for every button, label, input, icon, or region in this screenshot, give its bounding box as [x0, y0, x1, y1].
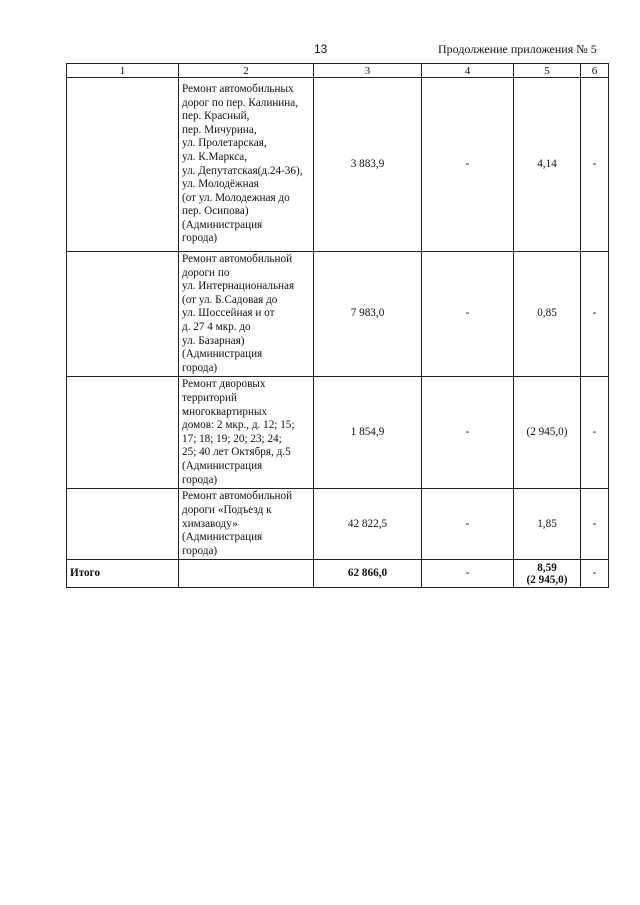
- cell-col1: [67, 252, 179, 377]
- column-header: 4: [422, 64, 514, 78]
- description-line: (Администрация: [182, 531, 263, 544]
- cell-col4: -: [422, 78, 514, 252]
- cell-col3: 3 883,9: [314, 78, 422, 252]
- table-row: [67, 489, 609, 560]
- description-line: Ремонт автомобильных: [182, 82, 294, 95]
- cell-description: [179, 78, 314, 252]
- total-col5-line: 8,59: [537, 561, 557, 574]
- cell-col6: -: [581, 377, 609, 489]
- description-line: ул. Пролетарская,: [182, 137, 267, 150]
- cell-col6: -: [581, 489, 609, 560]
- description-line: (от ул. Б.Садовая до: [182, 293, 278, 306]
- description-line: ул. Базарная): [182, 334, 245, 347]
- cell-col4: -: [422, 489, 514, 560]
- cell-col3: 1 854,9: [314, 377, 422, 489]
- description-line: дороги по: [182, 266, 230, 279]
- column-header: 1: [67, 64, 179, 78]
- table-row: [67, 78, 609, 252]
- column-header: 3: [314, 64, 422, 78]
- cell-description: [179, 489, 314, 560]
- description-line: (Администрация: [182, 348, 263, 361]
- total-col4: -: [422, 560, 514, 588]
- cell-col6: -: [581, 78, 609, 252]
- description-line: пер. Осипова): [182, 205, 249, 218]
- cell-col1: [67, 78, 179, 252]
- cell-col5: 0,85: [514, 252, 581, 377]
- description-line: пер. Мичурина,: [182, 123, 257, 136]
- table-header-row: [67, 64, 609, 78]
- description-line: Ремонт автомобильной: [182, 253, 293, 265]
- description-line: химзаводу»: [182, 517, 238, 530]
- total-col6: -: [581, 560, 609, 588]
- total-col5: [514, 560, 581, 588]
- cell-col5: 4,14: [514, 78, 581, 252]
- description-line: (от ул. Молодежная до: [182, 191, 290, 204]
- cell-col5: (2 945,0): [514, 377, 581, 489]
- description-line: ул. Шоссейная и от: [182, 307, 275, 320]
- description-line: ул. Депутатская(д.24-36),: [182, 164, 303, 177]
- description-line: (Администрация: [182, 460, 263, 473]
- budget-table: [66, 63, 609, 588]
- column-header: 2: [179, 64, 314, 78]
- total-col5-line: (2 945,0): [526, 573, 568, 586]
- description-line: 17; 18; 19; 20; 23; 24;: [182, 432, 282, 445]
- description-line: многоквартирных: [182, 405, 268, 418]
- cell-description: [179, 377, 314, 489]
- table-row: [67, 252, 609, 377]
- cell-col2: [179, 560, 314, 588]
- description-line: д. 27 4 мкр. до: [182, 320, 251, 333]
- description-line: города): [182, 361, 218, 374]
- description-line: ул. Молодёжная: [182, 178, 259, 191]
- cell-description: [179, 252, 314, 377]
- cell-col3: 42 822,5: [314, 489, 422, 560]
- table-row: [67, 377, 609, 489]
- description-line: пер. Красный,: [182, 110, 250, 123]
- description-line: дороги «Подъезд к: [182, 503, 272, 516]
- total-col3: 62 866,0: [314, 560, 422, 588]
- description-line: территорий: [182, 392, 237, 405]
- cell-col5: 1,85: [514, 489, 581, 560]
- cell-col4: -: [422, 252, 514, 377]
- description-line: (Администрация: [182, 218, 263, 231]
- cell-col1: [67, 377, 179, 489]
- description-line: дорог по пер. Калинина,: [182, 96, 299, 109]
- description-line: домов: 2 мкр., д. 12; 15;: [182, 419, 295, 432]
- description-line: города): [182, 473, 218, 486]
- cell-col3: 7 983,0: [314, 252, 422, 377]
- description-line: города): [182, 232, 218, 245]
- cell-col4: -: [422, 377, 514, 489]
- column-header: 5: [514, 64, 581, 78]
- description-line: Ремонт дворовых: [182, 378, 266, 391]
- column-header: 6: [581, 64, 609, 78]
- total-label: Итого: [67, 560, 179, 588]
- cell-col1: [67, 489, 179, 560]
- cell-col6: -: [581, 252, 609, 377]
- description-line: Ремонт автомобильной: [182, 490, 293, 503]
- description-line: города): [182, 544, 218, 557]
- continuation-note: Продолжение приложения № 5: [438, 42, 597, 56]
- description-line: ул. Интернациональная: [182, 280, 295, 293]
- description-line: ул. К.Маркса,: [182, 150, 248, 163]
- page-number: 13: [314, 42, 328, 56]
- description-line: 25; 40 лет Октября, д.5: [182, 446, 291, 459]
- total-row: [67, 560, 609, 588]
